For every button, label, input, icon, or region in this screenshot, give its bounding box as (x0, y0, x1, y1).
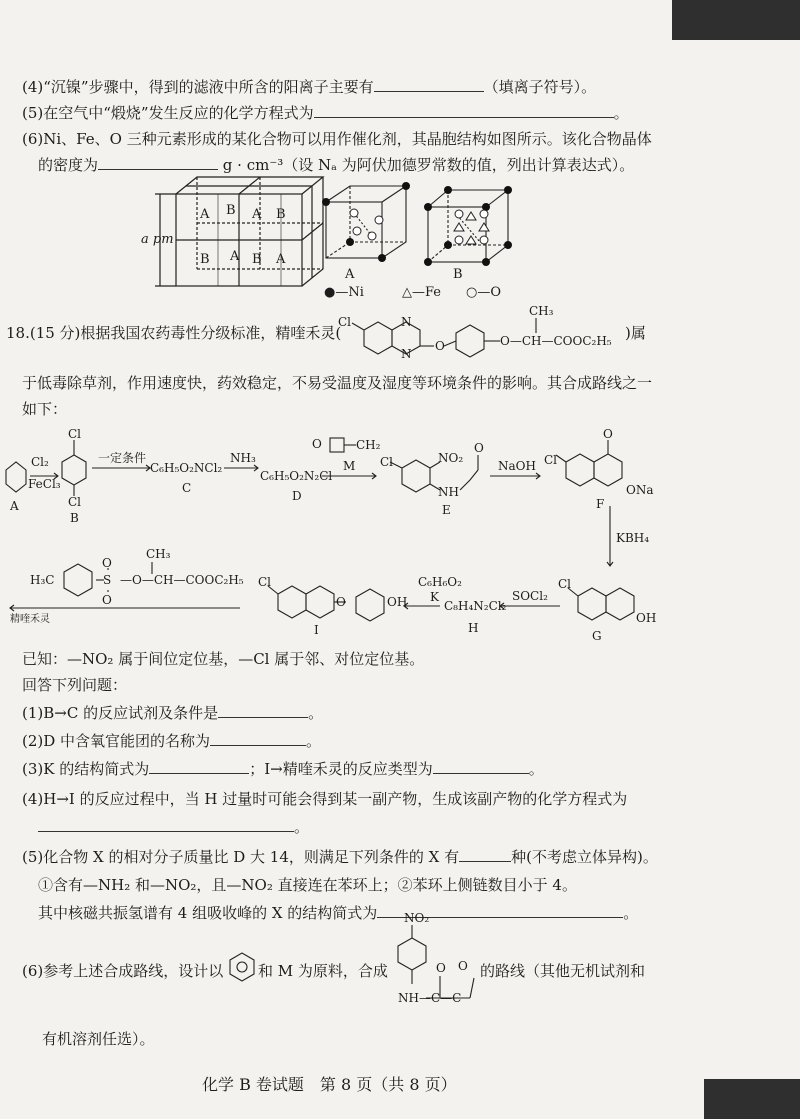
answer-heading: 回答下列问题： (22, 676, 128, 694)
label-m: M (343, 459, 356, 473)
label-d: D (292, 489, 302, 503)
ona-label: ONa (626, 483, 654, 497)
o-label: O (435, 339, 445, 353)
question-6b-b: 和 M 为原料，合成 (258, 962, 388, 980)
block-label: B (200, 252, 210, 267)
q3-tail: 。 (528, 760, 544, 778)
q2-text: (2)D 中含氧官能团的名称为 (22, 732, 211, 750)
q5-nmr-text: 其中核磁共振氢谱有 4 组吸收峰的 X 的结构简式为 (38, 904, 378, 922)
q5b-text: (5)化合物 X 的相对分子质量比 D 大 14，则满足下列条件的 X 有 (22, 848, 460, 866)
block-label: A (230, 249, 240, 264)
question-6b-a: (6)参考上述合成路线，设计以 (22, 962, 224, 980)
o-label: O (102, 556, 112, 570)
s-label: S (103, 573, 112, 587)
ch3-label: CH₃ (146, 547, 171, 561)
question-5b-conditions: ①含有—NH₂ 和—NO₂，且—NO₂ 直接连在苯环上；②苯环上侧链数目小于 4。 (38, 876, 577, 894)
q4-text: (4)“沉镍”步骤中，得到的滤液中所含的阳离子主要有 (22, 78, 374, 96)
page-footer: 化学 B 卷试题 第 8 页（共 8 页） (202, 1075, 457, 1094)
legend-fe: △—Fe (402, 285, 441, 300)
legend-ni: ●—Ni (324, 285, 364, 300)
oh-label: OH (636, 611, 657, 625)
formula-c: C₆H₅O₂NCl₂ (150, 461, 223, 475)
label-a: A (10, 499, 19, 513)
o-label: O (458, 959, 468, 973)
q18-line2: 于低毒除草剂，作用速度快，药效稳定，不易受温度及湿度等环境条件的影响。其合成路线之一 (22, 374, 653, 392)
o-label: O (603, 427, 613, 441)
block-label: A (200, 207, 210, 222)
q18-line3: 如下： (22, 400, 68, 418)
legend-o: ○—O (466, 285, 502, 300)
reagent-naoh: NaOH (498, 459, 536, 473)
label-b: B (70, 511, 79, 525)
nh-label: NH—C—C (398, 991, 462, 1005)
reagent-nh3: NH₃ (230, 451, 256, 465)
known-note: 已知：—NO₂ 属于间位定位基，—Cl 属于邻、对位定位基。 (22, 650, 425, 668)
ester-label: O—CH—COOC₂H₅ (500, 334, 612, 348)
cl-label: Cl (380, 455, 394, 469)
formula-h: C₈H₄N₂Cl₂ (444, 599, 507, 613)
cl-label: Cl (68, 495, 82, 509)
q3-text-b: ；I→精喹禾灵的反应类型为 (249, 760, 433, 778)
q3-text: (3)K 的结构简式为 (22, 760, 150, 778)
block-label: B (226, 203, 236, 218)
o-label: O (102, 593, 112, 607)
q4-tail: （填离子符号）。 (483, 78, 597, 96)
reagent-fecl3: FeCl₃ (28, 477, 61, 491)
q2-tail: 。 (306, 732, 322, 750)
q5-nmr-tail: 。 (623, 904, 639, 922)
dimension-label: a pm (141, 232, 174, 247)
question-6-line1: (6)Ni、Fe、O 三种元素形成的某化合物可以用作催化剂，其晶胞结构如图所示。该化合物晶体 (22, 130, 652, 148)
formula-k: C₆H₆O₂ (418, 575, 462, 589)
ch3-label: CH₃ (529, 304, 554, 318)
o-label: O (436, 961, 446, 975)
no2-label: NO₂ (438, 451, 464, 465)
no2-label: NO₂ (404, 911, 430, 925)
n-label: N (401, 347, 412, 361)
product-label: 精喹禾灵 (10, 614, 50, 625)
question-4b: (4)H→I 的反应过程中，当 H 过量时可能会得到某一副产物，生成该副产物的化学方程式为 (22, 790, 628, 808)
label-e: E (442, 503, 451, 517)
block-label: B (252, 252, 262, 267)
h3c-label: H₃C (30, 573, 55, 587)
cl-label: Cl (68, 427, 82, 441)
label-f: F (596, 497, 605, 511)
q6-density: 的密度为 (38, 156, 99, 174)
m-part: O (312, 437, 322, 451)
block-label: A (252, 207, 262, 222)
q18-intro: 18.(15 分)根据我国农药毒性分级标准，精喹禾灵( (6, 324, 342, 342)
reagent-socl2: SOCl₂ (512, 589, 548, 603)
cl-label: Cl (544, 453, 558, 467)
o-label: O (474, 441, 484, 455)
q18-intro-tail: )属 (625, 324, 646, 342)
q6-unit: g · cm⁻³（设 Nₐ 为阿伏加德罗常数的值，列出计算表达式）。 (222, 156, 635, 174)
q5-text: (5)在空气中“煅烧”发生反应的化学方程式为 (22, 104, 314, 122)
q5b-tail: 种(不考虑立体异构)。 (511, 848, 658, 866)
reagent-kbh4: KBH₄ (616, 531, 650, 545)
o-label: O (336, 595, 346, 609)
label-g: G (592, 629, 602, 643)
block-label: A (276, 252, 286, 267)
label-h: H (468, 621, 479, 635)
ester-label: —O—CH—COOC₂H₅ (120, 573, 244, 587)
question-6b-d: 有机溶剂任选）。 (42, 1030, 155, 1048)
q1-text: (1)B→C 的反应试剂及条件是 (22, 704, 219, 722)
label-c: C (182, 481, 192, 495)
ch2-label: CH₂ (356, 438, 381, 452)
n-label: N (401, 315, 412, 329)
cl-label: Cl (338, 315, 352, 329)
oh-label: OH (387, 595, 408, 609)
label-k: K (430, 590, 439, 604)
reagent-cl2: Cl₂ (31, 455, 49, 469)
label-i: I (314, 623, 319, 637)
nh-label: NH (438, 485, 459, 499)
question-6b-c: 的路线（其他无机试剂和 (480, 962, 646, 980)
formula-d: C₆H₅O₂N₂Cl (260, 469, 333, 483)
reagent-cond: 一定条件 (98, 451, 147, 465)
q4b-tail: 。 (294, 818, 310, 836)
cell-a-label: A (345, 267, 355, 282)
cl-label: Cl (258, 575, 272, 589)
cl-label: Cl (558, 577, 572, 591)
block-label: B (276, 207, 286, 222)
q5-tail: 。 (613, 104, 629, 122)
cell-b-label: B (453, 267, 463, 282)
q1-tail: 。 (308, 704, 324, 722)
